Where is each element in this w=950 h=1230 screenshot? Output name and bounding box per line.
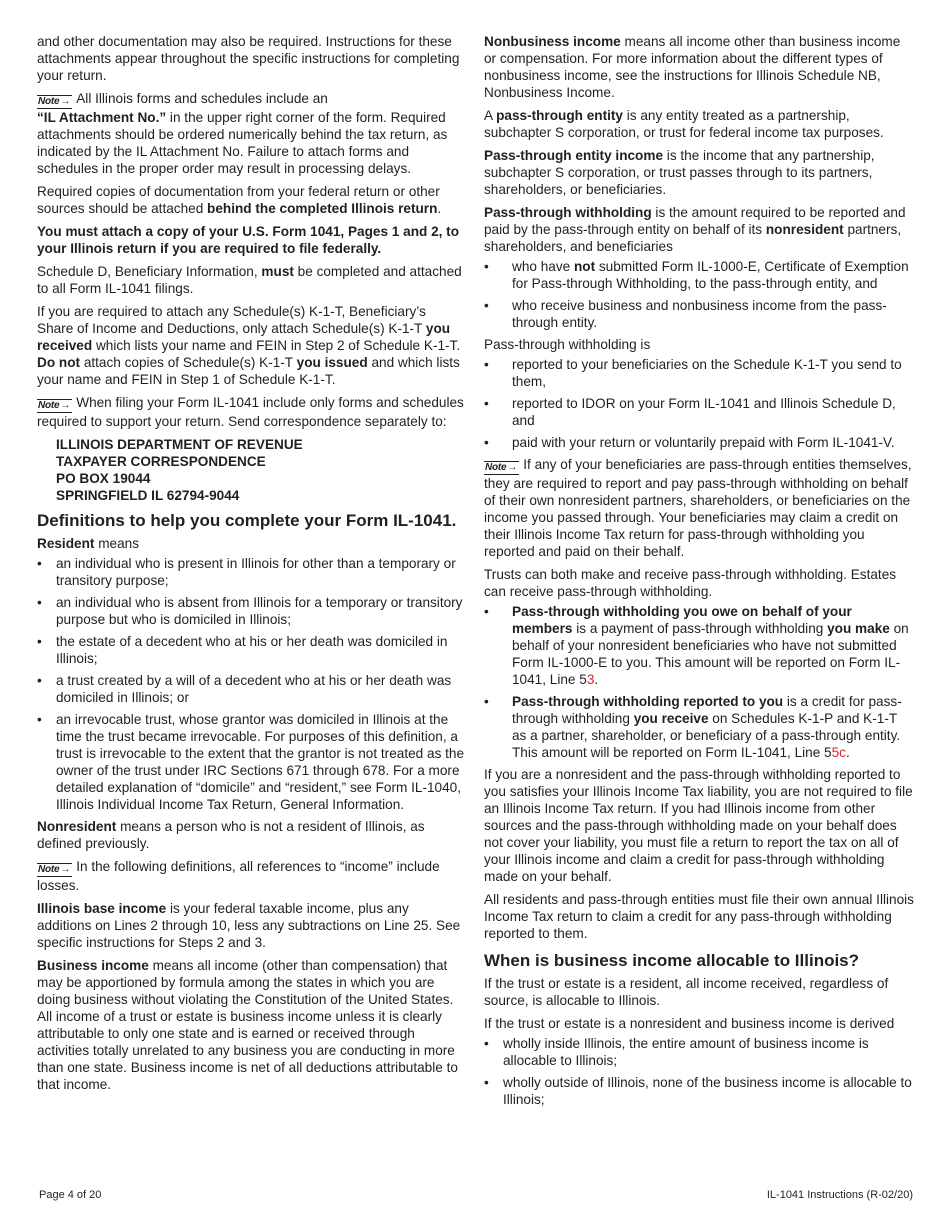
withholding-types-list (484, 603, 914, 761)
note-icon: Note→ (485, 462, 518, 473)
address-line: SPRINGFIELD IL 62794-9044 (56, 488, 240, 503)
form-revision: IL-1041 Instructions (R-02/20) (766, 1189, 913, 1201)
note-beneficiaries: Note→ If any of your beneficiaries are pass-through entities themselves, they are required to report and pay pass-through withholding on behalf of their own nonresident partners, shareholders, or beneficiaries on the income you passed through. Your beneficiaries may claim a credit on their Illinois Income Tax return for pass-through withholding you reported and paid on their behalf. (484, 457, 912, 559)
list-item: • who have not submitted Form IL-1000-E, Certificate of Exemption for Pass-through Withholding, to the pass-through entity, and (484, 258, 914, 292)
mailing-address (37, 436, 465, 504)
resident-definition: Resident means (37, 536, 139, 551)
nonbusiness-income-definition: Nonbusiness income means all income other than business income or compensation. For more information about the different types of nonbusiness income, see the instructions for Illinois Schedule NB, Nonbusiness Income. (484, 34, 901, 100)
right-column (484, 33, 914, 1113)
nonresident-definition: Nonresident means a person who is not a resident of Illinois, as defined previously. (37, 819, 425, 851)
base-income-definition: Illinois base income is your federal taxable income, plus any additions on Lines 2 through 10, less any subtractions on Line 25. See specific instructions for Steps 2 and 3. (37, 901, 461, 950)
nonresident-derived-paragraph: If the trust or estate is a nonresident and business income is derived (484, 1016, 895, 1031)
address-line: ILLINOIS DEPARTMENT OF REVENUE (56, 437, 303, 452)
definitions-heading: Definitions to help you complete your Form IL-1041. (37, 511, 457, 530)
note-icon: Note→ (38, 400, 71, 411)
resident-list (37, 555, 465, 813)
list-item: • who receive business and nonbusiness income from the pass-through entity. (484, 297, 914, 331)
pass-through-entity-definition: A pass-through entity is any entity treated as a partnership, subchapter S corporation, or trust for federal income tax purposes. (484, 108, 884, 140)
list-item: • an individual who is absent from Illinois for a temporary or transitory purpose but who is domiciled in Illinois; (37, 594, 465, 628)
allocable-heading: When is business income allocable to Illinois? (484, 951, 860, 970)
page-number: Page 4 of 20 (39, 1189, 102, 1201)
attachments-paragraph: and other documentation may also be required. Instructions for these attachments appear throughout the specific instructions for completing your return. (37, 34, 460, 83)
federal-documentation-paragraph: Required copies of documentation from your federal return or other sources should be attached behind the completed Illinois return. (37, 184, 442, 216)
all-residents-paragraph: All residents and pass-through entities must file their own annual Illinois Income Tax return to claim a credit for any pass-through withholding reported to them. (484, 892, 914, 941)
resident-allocation-paragraph: If the trust or estate is a resident, all income received, regardless of source, is allocable to Illinois. (484, 976, 889, 1008)
schedule-d-paragraph: Schedule D, Beneficiary Information, must be completed and attached to all Form IL-1041 filings. (37, 264, 462, 296)
note-correspondence: Note→ When filing your Form IL-1041 include only forms and schedules required to support your return. Send correspondence separately to: (37, 395, 464, 429)
address-line: PO BOX 19044 (56, 471, 151, 486)
form-1041-requirement: You must attach a copy of your U.S. Form 1041, Pages 1 and 2, to your Illinois return if you are required to file federally. (37, 224, 460, 256)
list-item: • Pass-through withholding reported to you is a credit for pass-through withholding you receive on Schedules K-1-P and K-1-T as a partner, shareholder, or beneficiary of a pass-through entity. This amount will be reported on Form IL-1041, Line 55c. (484, 693, 914, 761)
business-income-definition: Business income means all income (other than compensation) that may be apportioned by formula among the states in which you are doing business without violating the Constitution of the United States. All income of a trust or estate is business income unless it is clearly attributable to only one state and is earned or received through activities totally unrelated to any business you are conducting in more than one state. Business income is net of all deductions attributable to that income. (37, 958, 458, 1092)
list-item: • wholly outside of Illinois, none of the business income is allocable to Illinois; (484, 1074, 914, 1108)
note-icon: Note→ (38, 864, 71, 875)
list-item: • reported to IDOR on your Form IL-1041 and Illinois Schedule D, and (484, 395, 914, 429)
list-item: • an individual who is present in Illinois for other than a temporary or transitory purpose; (37, 555, 465, 589)
note-attachment-number: Note→ All Illinois forms and schedules include an “IL Attachment No.” in the upper right corner of the form. Required attachments should be ordered numerically behind the tax return, as indicated by the IL Attachment No. Failure to attach forms and schedules in the proper order may result in processing delays. (37, 91, 448, 176)
list-item: • a trust created by a will of a decedent who at his or her death was domiciled in Illinois; or (37, 672, 465, 706)
withholding-partners-list (484, 258, 914, 331)
withholding-is-list (484, 356, 914, 451)
withholding-is-label: Pass-through withholding is (484, 337, 651, 352)
pass-through-withholding-definition: Pass-through withholding is the amount required to be reported and paid by the pass-through entity on behalf of its nonresident partners, shareholders, and beneficiaries (484, 205, 906, 254)
derived-list (484, 1035, 914, 1108)
note-label: Note (38, 96, 60, 107)
left-column (37, 33, 465, 1099)
trusts-paragraph: Trusts can both make and receive pass-through withholding. Estates can receive pass-through withholding. (484, 567, 897, 599)
list-item: • paid with your return or voluntarily prepaid with Form IL-1041-V. (484, 434, 914, 451)
list-item: • the estate of a decedent who at his or her death was domiciled in Illinois; (37, 633, 465, 667)
note-income-losses: Note→ In the following definitions, all references to “income” include losses. (37, 859, 440, 893)
list-item: • wholly inside Illinois, the entire amount of business income is allocable to Illinois; (484, 1035, 914, 1069)
schedule-k1t-paragraph: If you are required to attach any Schedule(s) K-1-T, Beneficiary’s Share of Income and Deductions, only attach Schedule(s) K-1-T you received which lists your name and FEIN in Step 2 of Schedule K-1-T. Do not attach copies of Schedule(s) K-1-T you issued and which lists your name and FEIN in Step 1 of Schedule K-1-T. (37, 304, 461, 387)
nonresident-paragraph: If you are a nonresident and the pass-through withholding reported to you satisfies your Illinois Income Tax liability, you are not required to file an Illinois Income Tax return. If you had Illinois income from other sources and the pass-through withholding made on your behalf does not cover your liability, you must file a return to report the tax on all of your Illinois income and claim a credit for pass-through withholding made on your behalf. (484, 767, 913, 884)
list-item: • an irrevocable trust, whose grantor was domiciled in Illinois at the time the trust became irrevocable. For purposes of this definition, a trust is irrevocable to the extent that the grantor is not treated as the owner of the trust under IRC Sections 671 through 678. For a more detailed explanation of “domicile” and “resident,” see Form IL-1040, Illinois Individual Income Tax Return, General Information. (37, 711, 465, 813)
address-line: TAXPAYER CORRESPONDENCE (56, 454, 266, 469)
pass-through-income-definition: Pass-through entity income is the income that any partnership, subchapter S corporation, or trust passes through to its partners, shareholders, or beneficiaries. (484, 148, 875, 197)
list-item: • reported to your beneficiaries on the Schedule K-1-T you send to them, (484, 356, 914, 390)
note-icon: Note→ (38, 96, 71, 107)
list-item: • Pass-through withholding you owe on behalf of your members is a payment of pass-through withholding you make on behalf of your nonresident beneficiaries who have not submitted Form IL-1000-E to you. This amount will be reported on Form IL-1041, Line 53. (484, 603, 914, 688)
